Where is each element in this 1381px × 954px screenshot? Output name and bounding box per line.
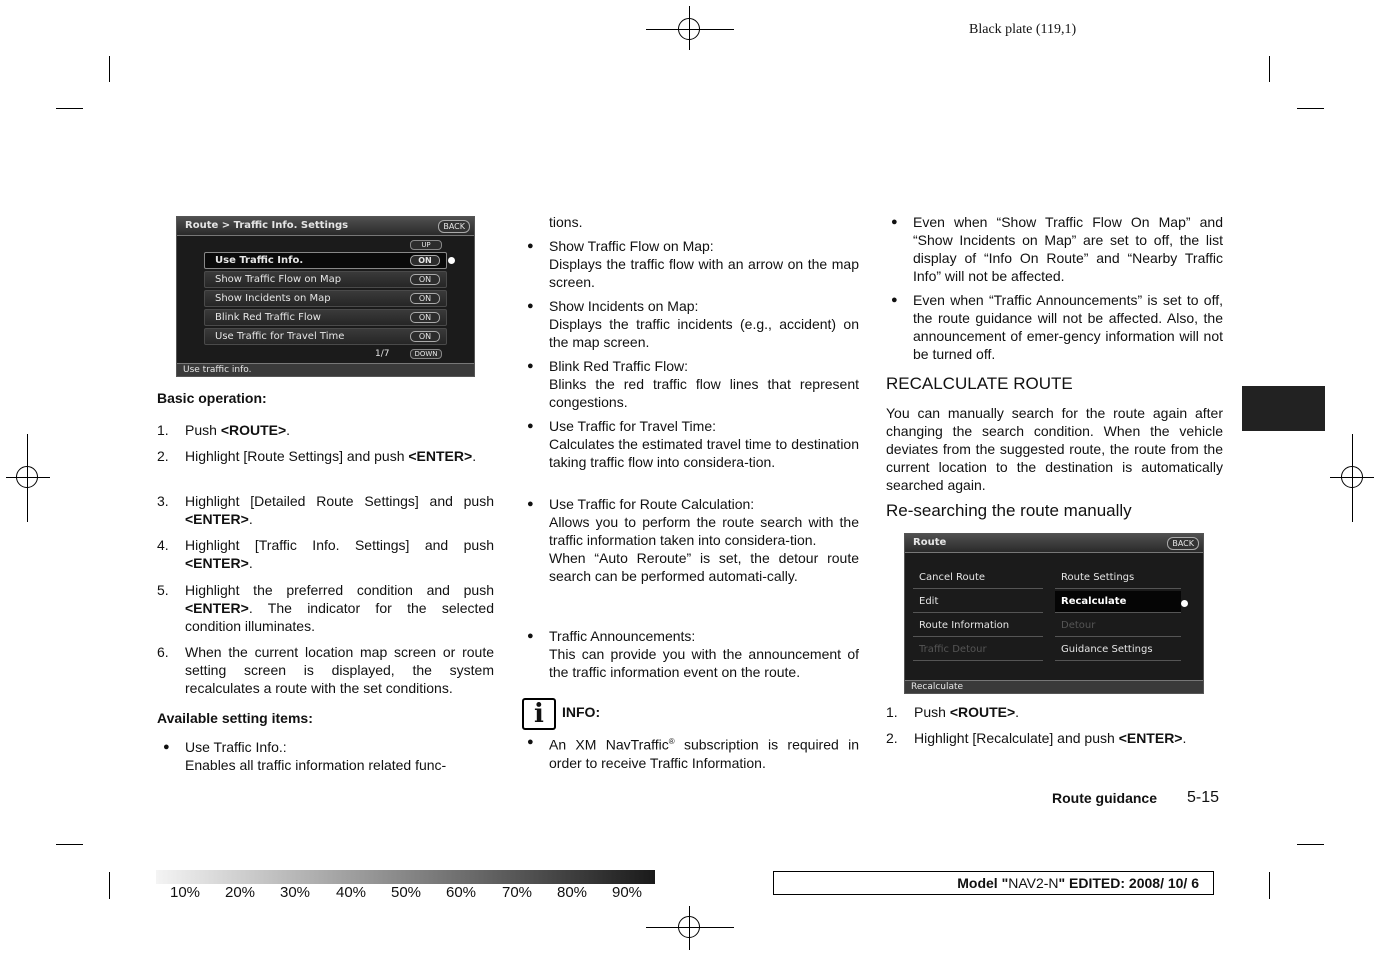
section-paragraph: You can manually search for the route again after changing the search condition. When the vehicle deviates from the suggested route, the route from the current location to the destination is automatically searched again.: [886, 405, 1223, 493]
traffic-settings-screen: [176, 216, 475, 377]
on-indicator: ON: [410, 255, 440, 266]
bullet: ●: [527, 420, 534, 432]
step-item: [157, 421, 494, 439]
setting-label: Blink Red Traffic Flow: [215, 312, 321, 323]
step-key: <ENTER>: [185, 555, 249, 571]
menu-item: Edit: [913, 591, 1043, 613]
step-text: Push: [914, 704, 950, 720]
setting-row: [204, 290, 447, 307]
tone-percent: 10%: [170, 884, 201, 901]
step-text: .: [1015, 704, 1020, 720]
bullet-item: [527, 627, 859, 681]
registration-mark: [16, 466, 38, 488]
tone-percent: 90%: [612, 884, 643, 901]
step-item: [157, 447, 494, 483]
menu-item: Traffic Detour: [913, 639, 1043, 661]
step-text: .: [286, 422, 291, 438]
bullet-item: [527, 237, 859, 291]
setting-row: [204, 328, 447, 345]
edited-date: " EDITED: 2008/ 10/ 6: [1058, 875, 1199, 891]
step-text: Push: [185, 422, 221, 438]
step-item: [886, 729, 1223, 765]
item-title: Traffic Announcements:: [549, 628, 696, 644]
step-number: 2.: [886, 730, 898, 746]
on-indicator: ON: [410, 274, 440, 285]
crop-mark: [1269, 872, 1270, 899]
selection-dot: [448, 257, 455, 264]
item-title: Use Traffic Info.:: [185, 739, 287, 755]
crop-mark: [1297, 108, 1324, 109]
item-body: Displays the traffic incidents (e.g., accident) on the map screen.: [549, 316, 859, 350]
setting-label: Show Traffic Flow on Map: [215, 274, 342, 285]
step-text: Highlight [Detailed Route Settings] and push: [185, 493, 494, 509]
step-key: <ROUTE>: [220, 422, 287, 438]
step-text: Highlight [Recalculate] and push: [914, 730, 1119, 746]
registration-mark: [1341, 466, 1363, 488]
menu-item: Cancel Route: [913, 567, 1043, 589]
step-key: <ENTER>: [408, 448, 473, 464]
screen-title: Route: [913, 537, 947, 548]
bullet: ●: [163, 741, 170, 753]
menu-item: Route Information: [913, 615, 1043, 637]
step-item: [886, 703, 1223, 721]
registration-mark: [678, 18, 700, 40]
step-text: . The indicator for the selected condition illuminates.: [185, 600, 494, 634]
item-body: Even when “Traffic Announcements” is set to off, the route guidance will not be affected. Also, the announcement of emer-gency information will not be turned off.: [913, 292, 1223, 362]
step-item: [157, 581, 494, 635]
page-indicator: 1/7: [375, 349, 390, 359]
tone-percent: 30%: [280, 884, 311, 901]
bullet-item: [527, 417, 859, 489]
step-text: Highlight [Traffic Info. Settings] and push: [185, 537, 494, 553]
info-heading: INFO:: [562, 704, 601, 720]
bullet: ●: [527, 736, 534, 748]
screen-footer: [905, 680, 1203, 693]
step-number: 5.: [157, 582, 169, 598]
on-indicator: ON: [410, 293, 440, 304]
bullet-item: [527, 297, 859, 351]
screen-title: Route > Traffic Info. Settings: [185, 220, 349, 231]
crop-mark: [1269, 56, 1270, 82]
subsection-heading: Re-searching the route manually: [886, 501, 1132, 520]
item-title: Blink Red Traffic Flow:: [549, 358, 689, 374]
step-item: [157, 643, 494, 697]
tone-percent: 60%: [446, 884, 477, 901]
step-text: Highlight the preferred condition and push: [185, 582, 494, 598]
bullet-item: [527, 733, 859, 769]
menu-item: Route Settings: [1055, 567, 1181, 589]
step-number: 1.: [886, 704, 898, 720]
setting-row: [204, 252, 447, 269]
screen-title-bar: [177, 217, 474, 236]
bullet: ●: [527, 630, 534, 642]
tone-scale-bar: [156, 870, 655, 884]
setting-row: [204, 271, 447, 288]
route-menu-screen: [904, 533, 1204, 694]
item-body: Allows you to perform the route search with the traffic information taken into considera-tion.: [549, 514, 859, 548]
section-heading: RECALCULATE ROUTE: [886, 374, 1073, 393]
step-item: [157, 536, 494, 572]
step-number: 1.: [157, 422, 169, 438]
item-body: Enables all traffic information related func-: [185, 757, 447, 773]
back-button: BACK: [1167, 537, 1199, 550]
on-indicator: ON: [410, 331, 440, 342]
crop-mark: [109, 56, 110, 82]
menu-item: Detour: [1055, 615, 1181, 637]
selection-dot: [1181, 600, 1188, 607]
back-button: BACK: [438, 220, 470, 233]
registered-mark: ®: [668, 737, 675, 746]
menu-item: Guidance Settings: [1055, 639, 1181, 661]
step-key: <ENTER>: [185, 600, 249, 616]
step-text: .: [472, 448, 477, 464]
available-items-heading: Available setting items:: [157, 710, 313, 726]
bullet: ●: [891, 294, 898, 306]
scroll-up-button: UP: [410, 240, 442, 250]
step-key: <ENTER>: [1118, 730, 1183, 746]
tone-percent: 70%: [502, 884, 533, 901]
basic-operation-heading: Basic operation:: [157, 390, 267, 406]
crop-mark: [1297, 844, 1324, 845]
setting-row: [204, 309, 447, 326]
step-text: Highlight [Route Settings] and push: [185, 448, 409, 464]
menu-item: Recalculate: [1055, 591, 1181, 613]
plate-label: Black plate (119,1): [969, 22, 1077, 37]
item-body: Displays the traffic flow with an arrow on the map screen.: [549, 256, 859, 290]
page-number: 5-15: [1187, 789, 1220, 806]
step-number: 6.: [157, 644, 169, 660]
step-number: 2.: [157, 448, 169, 464]
tone-percent: 80%: [557, 884, 588, 901]
footer-section-title: Route guidance: [1052, 790, 1158, 806]
scroll-down-button: DOWN: [410, 349, 442, 359]
step-number: 3.: [157, 493, 169, 509]
step-number: 4.: [157, 537, 169, 553]
footer-text: Recalculate: [911, 682, 964, 692]
bullet: ●: [891, 216, 898, 228]
bullet: ●: [527, 498, 534, 510]
setting-label: Use Traffic Info.: [215, 255, 304, 266]
crop-mark: [109, 872, 110, 899]
setting-label: Use Traffic for Travel Time: [215, 331, 345, 342]
screen-footer: [177, 363, 474, 376]
item-body: An XM NavTraffic: [549, 736, 669, 753]
item-body: Calculates the estimated travel time to destination taking traffic flow into considera-tion.: [549, 436, 859, 470]
tone-percent: 50%: [391, 884, 422, 901]
continued-text: [527, 213, 859, 231]
item-title: Show Traffic Flow on Map:: [549, 238, 714, 254]
item-title: Use Traffic for Route Calculation:: [549, 496, 755, 512]
item-body: Even when “Show Traffic Flow On Map” and “Show Incidents on Map” are set to off, the list display of “Info On Route” and “Nearby Traffic Info” will not be affected.: [913, 214, 1223, 284]
step-text: .: [248, 511, 253, 527]
bullet: ●: [527, 240, 534, 252]
item-body: When “Auto Reroute” is set, the detour route search can be performed automati-cally.: [549, 550, 859, 584]
info-icon: i: [522, 698, 556, 730]
step-key: <ENTER>: [185, 511, 249, 527]
item-title: Use Traffic for Travel Time:: [549, 418, 717, 434]
step-text: When the current location map screen or route setting screen is displayed, the system recalculates a route with the set conditions.: [185, 644, 494, 696]
bullet-item: [527, 495, 859, 621]
bullet-item: [891, 291, 1223, 363]
footer-text: Use traffic info.: [183, 365, 252, 375]
bullet-item: [891, 213, 1223, 285]
item-body: Blinks the red traffic flow lines that represent congestions.: [549, 376, 859, 410]
model-name: NAV2-N: [1008, 875, 1059, 891]
crop-mark: [56, 844, 83, 845]
on-indicator: ON: [410, 312, 440, 323]
bullet-item: [527, 357, 859, 411]
step-key: <ROUTE>: [949, 704, 1016, 720]
screen-title-bar: [905, 534, 1203, 553]
item-title: Show Incidents on Map:: [549, 298, 699, 314]
step-item: [157, 492, 494, 528]
crop-mark: [56, 108, 83, 109]
item-body: tions.: [549, 214, 583, 230]
step-text: .: [248, 555, 253, 571]
item-body: subscription is required in order to receive Traffic Information.: [549, 736, 859, 771]
tone-percent: 20%: [225, 884, 256, 901]
item-body: This can provide you with the announcement of the traffic information event on the route.: [549, 646, 859, 680]
tone-percent: 40%: [336, 884, 367, 901]
chapter-tab: [1242, 386, 1325, 431]
registration-mark: [678, 916, 700, 938]
bullet: ●: [527, 360, 534, 372]
model-label: Model ": [957, 875, 1009, 891]
setting-label: Show Incidents on Map: [215, 293, 331, 304]
step-text: .: [1182, 730, 1187, 746]
bullet-item: [163, 738, 495, 774]
model-edit-box: [773, 871, 1214, 895]
bullet: ●: [527, 300, 534, 312]
